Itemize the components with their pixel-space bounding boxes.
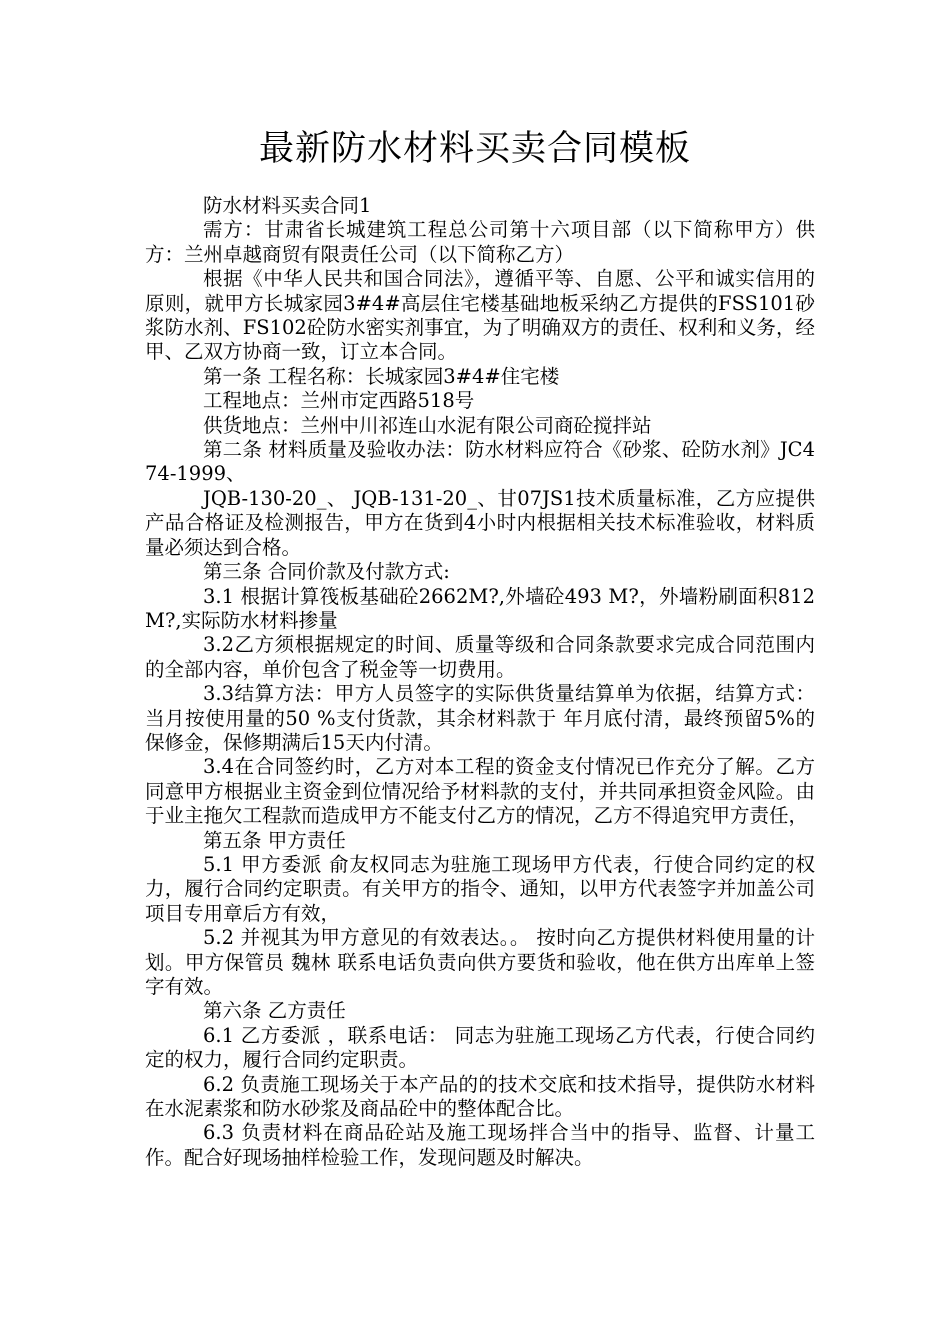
paragraph-article-3: 第三条 合同价款及付款方式: bbox=[203, 560, 450, 584]
paragraph-6-1: 6.1 乙方委派 ，联系电话： 同志为驻施工现场乙方代表，行使合同约定的权力，履行合同约定职责。 bbox=[145, 1023, 815, 1072]
paragraph-6-3: 6.3 负责材料在商品砼站及施工现场拌合当中的指导、监督、计量工作。配合好现场抽样检验工作，发现问题及时解决。 bbox=[145, 1121, 815, 1169]
document-body bbox=[145, 194, 815, 1170]
paragraph-project-location: 工程地点：兰州市定西路518号 bbox=[203, 389, 475, 413]
paragraph-article-1: 第一条 工程名称：长城家园3#4#住宅楼 bbox=[203, 364, 560, 388]
paragraph-3-3: 3.3结算方法：甲方人员签字的实际供货量结算单为依据，结算方式：当月按使用量的50 %支付货款，其余材料款于 年月底付清，最终预留5%的保修金，保修期满后15天内付清。 bbox=[145, 682, 815, 754]
paragraph-standards: JQB-130-20_、 JQB-131-20_、甘07JS1技术质量标准，乙方应提供产品合格证及检测报告，甲方在货到4小时内根据相关技术标准验收，材料质量必须达到合格。 bbox=[145, 486, 815, 559]
paragraph-3-1: 3.1 根据计算筏板基础砼2662M?,外墙砼493 M?，外墙粉刷面积812M?,实际防水材料掺量 bbox=[145, 584, 815, 632]
paragraph-5-2: 5.2 并视其为甲方意见的有效表达。。 按时向乙方提供材料使用量的计划。甲方保管员 魏林 联系电话负责向供方要货和验收，他在供方出库单上签字有效。 bbox=[145, 926, 815, 998]
paragraph-3-2: 3.2乙方须根据规定的时间、质量等级和合同条款要求完成合同范围内的全部内容，单价包含了税金等一切费用。 bbox=[145, 633, 815, 681]
paragraph-article-6: 第六条 乙方责任 bbox=[203, 999, 346, 1023]
paragraph-parties: 需方：甘肃省长城建筑工程总公司第十六项目部（以下简称甲方）供方：兰州卓越商贸有限责任公司（以下简称乙方） bbox=[145, 218, 815, 266]
paragraph-heading: 防水材料买卖合同1 bbox=[203, 194, 372, 217]
paragraph-3-4: 3.4在合同签约时，乙方对本工程的资金支付情况已作充分了解。乙方同意甲方根据业主资金到位情况给予材料款的支付，并共同承担资金风险。由于业主拖欠工程款而造成甲方不能支付乙方的情况，乙方不得追究甲方责任， bbox=[145, 755, 815, 828]
paragraph-article-2: 第二条 材料质量及验收办法：防水材料应符合《砂浆、砼防水剂》JC474-1999、 bbox=[145, 438, 815, 486]
document-title: 最新防水材料买卖合同模板 bbox=[258, 129, 691, 169]
paragraph-5-1: 5.1 甲方委派 俞友权同志为驻施工现场甲方代表，行使合同约定的权力，履行合同约定职责。有关甲方的指令、通知，以甲方代表签字并加盖公司项目专用章后方有效， bbox=[145, 852, 815, 925]
paragraph-article-5: 第五条 甲方责任 bbox=[203, 828, 346, 852]
paragraph-delivery-location: 供货地点：兰州中川祁连山水泥有限公司商砼搅拌站 bbox=[203, 413, 652, 437]
paragraph-basis: 根据《中华人民共和国合同法》，遵循平等、自愿、公平和诚实信用的原则，就甲方长城家园3#4#高层住宅楼基础地板采纳乙方提供的FSS101砂浆防水剂、FS102砼防水密实剂事宜，为了明确双方的责任、权利和义务，经甲、乙双方协商一致，订立本合同。 bbox=[145, 267, 815, 364]
paragraph-6-2: 6.2 负责施工现场关于本产品的的技术交底和技术指导，提供防水材料在水泥素浆和防水砂浆及商品砼中的整体配合比。 bbox=[145, 1072, 815, 1121]
